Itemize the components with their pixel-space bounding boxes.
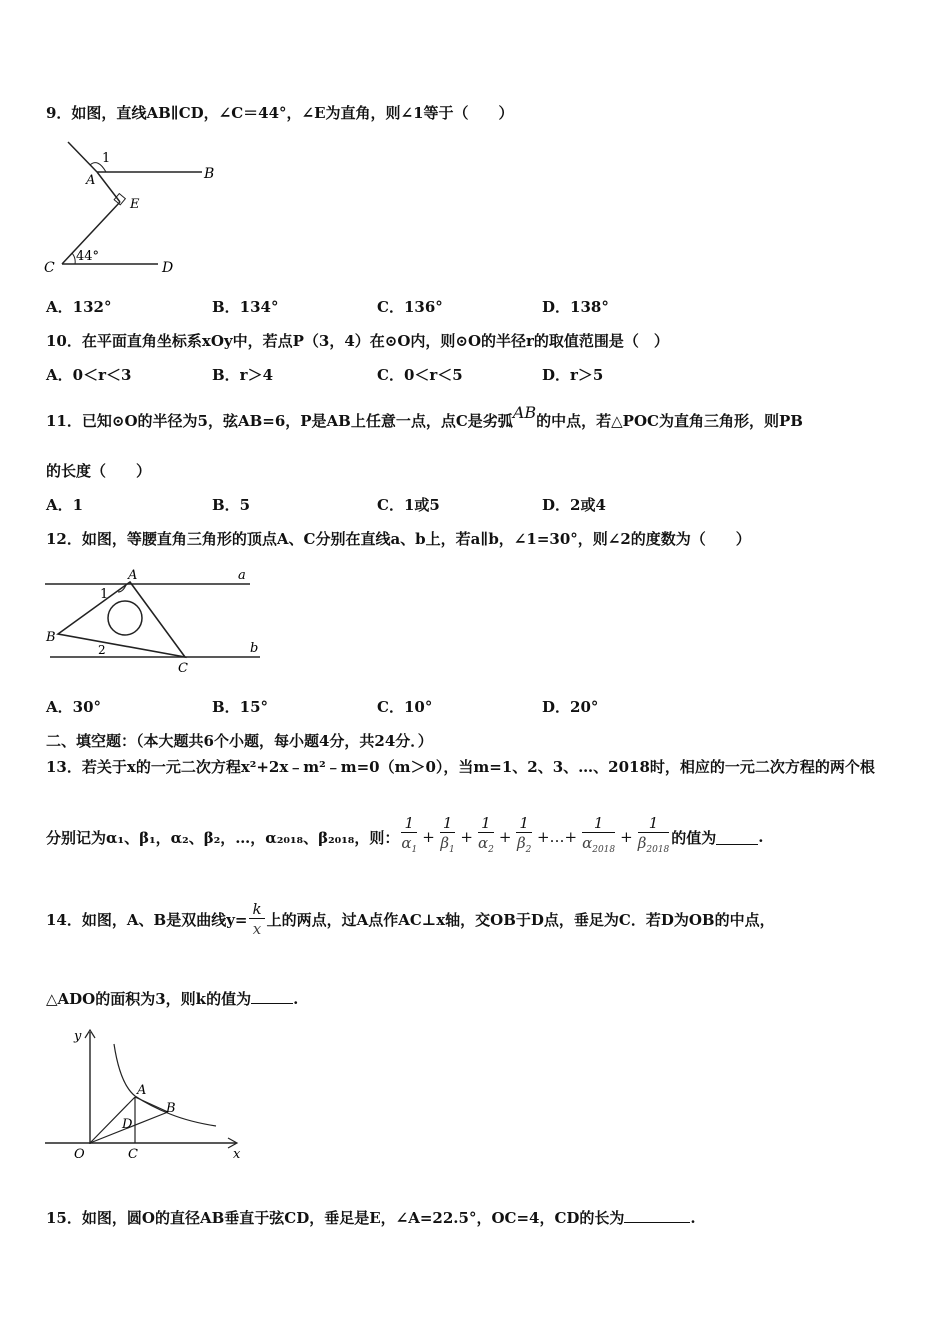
q14-label-x: x xyxy=(233,1147,241,1162)
q11-option-c[interactable]: C．1或5 xyxy=(377,496,440,514)
q13-frac-6: $\frac{1}{\beta_{2018}}$ xyxy=(637,814,670,855)
q11-text-a: 11．已知⊙O的半径为5，弦AB=6，P是AB上任意一点，点C是劣弧 xyxy=(46,412,513,430)
q13-text-b: 分别记为α₁、β₁，α₂、β₂，…，α₂₀₁₈、β₂₀₁₈，则： xyxy=(46,828,400,847)
q11-text-b: 的中点，若△POC为直角三角形，则PB xyxy=(536,412,803,430)
q14-label-d: D xyxy=(122,1117,133,1132)
q13-plus-2: + xyxy=(460,828,473,846)
q11-option-a[interactable]: A．1 xyxy=(46,496,84,514)
q14-frac-kx: $\frac{k}{x}$ xyxy=(249,900,264,939)
q9-option-a[interactable]: A．132° xyxy=(46,298,112,316)
q14-label-o: O xyxy=(74,1147,85,1162)
q14-end: . xyxy=(293,990,299,1008)
q10-option-d[interactable]: D．r＞5 xyxy=(542,366,604,384)
q13-plus-3: + xyxy=(498,828,512,846)
q11-line-1 xyxy=(46,403,803,431)
q9-label-d: D xyxy=(162,260,174,276)
q11-option-b[interactable]: B．5 xyxy=(212,496,251,514)
q12-label-line-b: b xyxy=(250,641,259,656)
q13-line-2 xyxy=(46,814,764,860)
q12-label-c: C xyxy=(178,661,188,676)
q9-option-b[interactable]: B．134° xyxy=(212,298,279,316)
q15-end: . xyxy=(690,1209,696,1227)
q11-option-d[interactable]: D．2或4 xyxy=(542,496,606,514)
q14-text-a: 14．如图，A、B是双曲线y= xyxy=(46,911,248,929)
q9-label-a: A xyxy=(86,173,96,188)
q13-ellipsis: +…+ xyxy=(536,828,578,846)
q9-label-b: B xyxy=(204,166,215,182)
q14-line-1 xyxy=(46,900,775,939)
q10-option-b[interactable]: B．r＞4 xyxy=(212,366,274,384)
q14-answer-blank[interactable] xyxy=(251,989,293,1004)
q9-label-c: C xyxy=(44,260,55,276)
q15-text: 15．如图，圆O的直径AB垂直于弦CD，垂足是E，∠A=22.5°，OC=4，CD的长为 xyxy=(46,1209,625,1227)
q9-figure xyxy=(40,138,230,280)
q14-label-y: y xyxy=(74,1029,82,1044)
q9-label-1: 1 xyxy=(102,151,111,166)
q10-option-a[interactable]: A．0＜r＜3 xyxy=(46,366,132,384)
q13-frac-4: $\frac{1}{\beta_2}$ xyxy=(516,814,532,855)
q12-option-b[interactable]: B．15° xyxy=(212,698,269,716)
q14-label-b: B xyxy=(166,1101,176,1116)
q12-label-2: 2 xyxy=(98,643,106,657)
q13-frac-2: $\frac{1}{\beta_1}$ xyxy=(440,814,455,855)
q13-end: . xyxy=(758,828,764,846)
q12-option-a[interactable]: A．30° xyxy=(46,698,102,716)
q13-frac-5: $\frac{1}{\alpha_{2018}}$ xyxy=(582,814,616,855)
q13-text-a: 13．若关于x的一元二次方程x²+2x﹣m²﹣m=0（m＞0），当m=1、2、3、…、2018时，相应的一元二次方程的两个根 xyxy=(46,758,875,776)
q12-text: 12．如图，等腰直角三角形的顶点A、C分别在直线a、b上，若a∥b，∠1=30°，则∠2的度数为（ ） xyxy=(46,530,751,548)
q11-arc-ab: AB xyxy=(512,403,537,422)
q14-label-a: A xyxy=(137,1083,147,1098)
section-2-heading: 二、填空题：（本大题共6个小题，每小题4分，共24分．） xyxy=(46,732,433,750)
q13-plus-1: + xyxy=(422,828,435,846)
q12-label-b: B xyxy=(46,630,56,645)
q13-answer-blank[interactable] xyxy=(716,830,758,845)
q12-label-a: A xyxy=(128,568,138,583)
q12-figure xyxy=(40,562,265,678)
q12-option-c[interactable]: C．10° xyxy=(377,698,433,716)
q13-text-c: 的值为 xyxy=(671,828,717,847)
q13-frac-3: $\frac{1}{\alpha_2}$ xyxy=(477,814,494,855)
q15-line xyxy=(46,1207,696,1228)
q13-plus-4: + xyxy=(620,828,633,846)
q14-label-c: C xyxy=(128,1147,138,1162)
q9-option-d[interactable]: D．138° xyxy=(542,298,609,316)
q12-label-line-a: a xyxy=(238,568,246,583)
q12-option-d[interactable]: D．20° xyxy=(542,698,599,716)
q10-text: 10．在平面直角坐标系xOy中，若点P（3，4）在⊙O内，则⊙O的半径r的取值范围是（ ） xyxy=(46,332,669,350)
q9-text: 9．如图，直线AB∥CD，∠C＝44°，∠E为直角，则∠1等于（ ） xyxy=(46,104,514,122)
q14-text-c: △ADO的面积为3，则k的值为 xyxy=(46,990,252,1008)
q15-answer-blank[interactable] xyxy=(624,1208,690,1223)
q10-option-c[interactable]: C．0＜r＜5 xyxy=(377,366,463,384)
q9-label-44: 44° xyxy=(76,249,100,264)
q9-label-e: E xyxy=(130,197,140,212)
q14-text-b: 上的两点，过A点作AC⊥x轴，交OB于D点，垂足为C．若D为OB的中点， xyxy=(266,911,775,929)
q13-frac-1: $\frac{1}{\alpha_1}$ xyxy=(401,814,418,855)
q12-label-1: 1 xyxy=(100,587,109,602)
q14-line-2 xyxy=(46,988,298,1009)
q9-option-c[interactable]: C．136° xyxy=(377,298,443,316)
q11-text-c: 的长度（ ） xyxy=(46,462,152,480)
q14-figure xyxy=(40,1024,250,1164)
